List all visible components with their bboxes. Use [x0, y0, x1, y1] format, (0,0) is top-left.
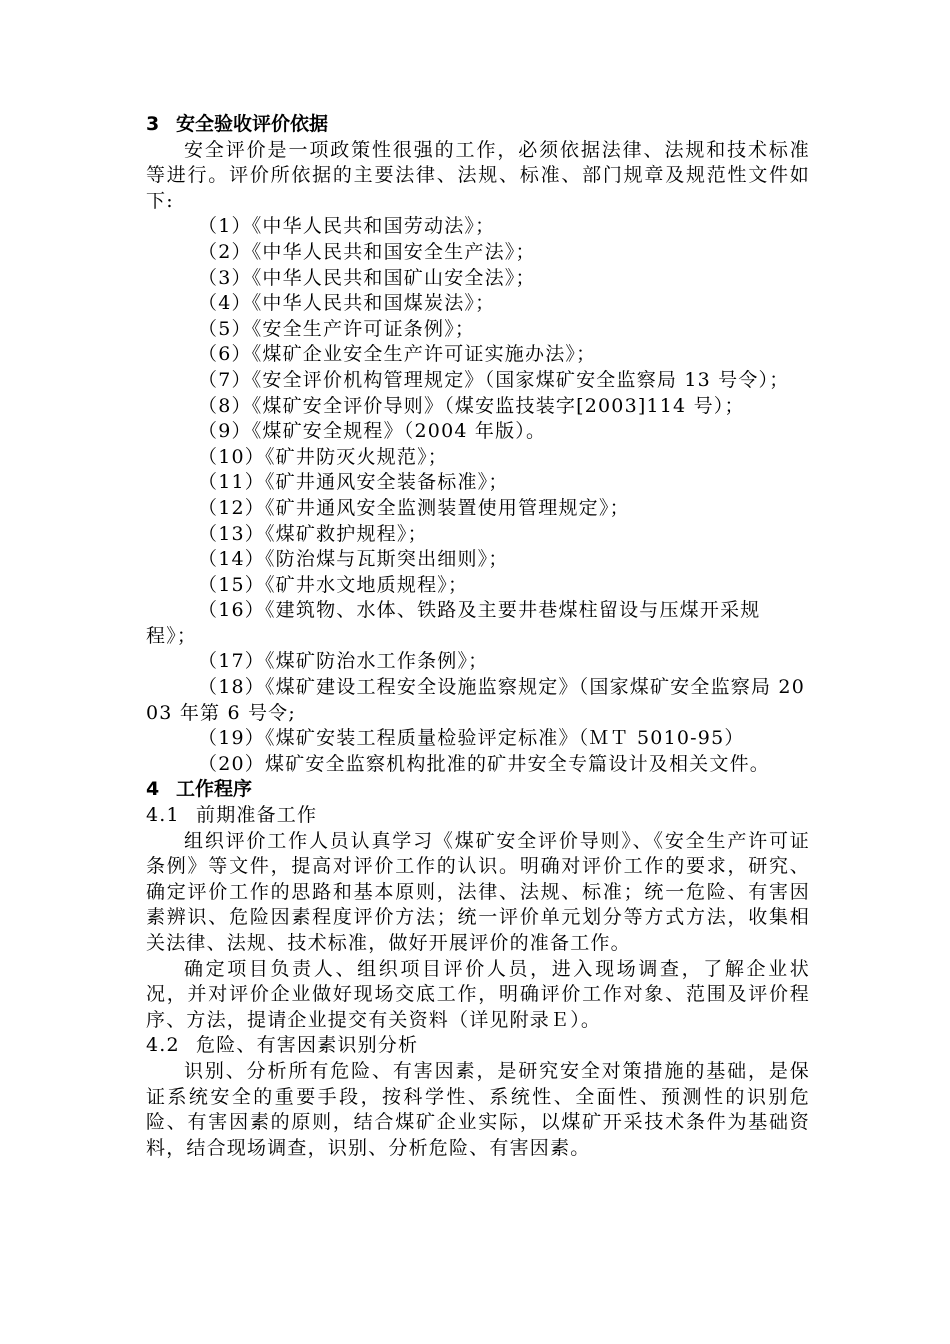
- list-item: （7）《安全评价机构管理规定》（国家煤矿安全监察局 13 号令）；: [198, 368, 790, 391]
- section-3-heading: [146, 112, 810, 138]
- list-item: （12）《矿井通风安全监测装置使用管理规定》；: [198, 496, 630, 519]
- list-item: （4）《中华人民共和国煤炭法》；: [198, 292, 496, 315]
- section-3-number: 3: [146, 113, 160, 135]
- legal-basis-list: [146, 214, 810, 777]
- section-4-heading: [146, 777, 810, 803]
- section-3-intro: 安全评价是一项政策性很强的工作，必须依据法律、法规和技术标准等进行。评价所依据的主要法律、法规、标准、部门规章及规范性文件如下:: [146, 138, 810, 212]
- section-4-number: 4: [146, 778, 160, 801]
- section-4-title: 工作程序: [176, 778, 253, 801]
- paragraph: 组织评价工作人员认真学习《煤矿安全评价导则》、《安全生产许可证条例》等文件，提高对评价工作的认识。明确对评价工作的要求，研究、确定评价工作的思路和基本原则，法律、法规、标准；统一危险、有害因素辨识、危险因素程度评价方法；统一评价单元划分等方式方法，收集相关法律、法规、技术标准，做好开展评价的准备工作。: [146, 829, 810, 954]
- list-item: （11）《矿井通风安全装备标准》；: [198, 471, 509, 494]
- list-item: （20）煤矿安全监察机构批准的矿井安全专篇设计及相关文件。: [198, 752, 770, 775]
- subsection-4-1-heading: [146, 803, 810, 829]
- paragraph: 识别、分析所有危险、有害因素，是研究安全对策措施的基础，是保证系统安全的重要手段，按科学性、系统性、全面性、预测性的识别危险、有害因素的原则，结合煤矿企业实际，以煤矿开采技术条件为基础资料，结合现场调查，识别、分析危险、有害因素。: [146, 1059, 810, 1159]
- list-item: （5）《安全生产许可证条例》；: [198, 317, 476, 340]
- list-item: （17）《煤矿防治水工作条例》；: [198, 650, 489, 673]
- subsection-4-2-number: 4.2: [146, 1034, 180, 1057]
- list-item: （18）《煤矿建设工程安全设施监察规定》（国家煤矿安全监察局 2003 年第 6 号令;: [146, 676, 805, 724]
- subsection-4-1-title: 前期准备工作: [196, 804, 318, 827]
- list-item: （19）《煤矿安装工程质量检验评定标准》（ＭＴ 5010-95）: [198, 727, 745, 750]
- list-item: （14）《防治煤与瓦斯突出细则》；: [198, 548, 509, 571]
- subsection-4-2-heading: [146, 1033, 810, 1059]
- section-3-title: 安全验收评价依据: [176, 113, 329, 135]
- list-item: （9）《煤矿安全规程》（2004 年版）。: [198, 420, 547, 443]
- list-item: （15）《矿井水文地质规程》；: [198, 573, 469, 596]
- list-item: （16）《建筑物、水体、铁路及主要井巷煤柱留设与压煤开采规程》；: [146, 599, 761, 647]
- document-page: [146, 112, 810, 1161]
- list-item: （13）《煤矿救护规程》；: [198, 522, 428, 545]
- subsection-4-2-title: 危险、有害因素识别分析: [196, 1034, 419, 1057]
- list-item: （8）《煤矿安全评价导则》（煤安监技装字[2003]114 号）；: [198, 394, 745, 417]
- list-item: （2）《中华人民共和国安全生产法》；: [198, 240, 536, 263]
- list-item: （6）《煤矿企业安全生产许可证实施办法》；: [198, 343, 597, 366]
- subsection-4-1-number: 4.1: [146, 804, 180, 827]
- paragraph: 确定项目负责人、组织项目评价人员，进入现场调查，了解企业状况，并对评价企业做好现场交底工作，明确评价工作对象、范围及评价程序、方法，提请企业提交有关资料（详见附录Ｅ）。: [146, 957, 810, 1031]
- list-item: （10）《矿井防灭火规范》；: [198, 445, 448, 468]
- list-item: （3）《中华人民共和国矿山安全法》；: [198, 266, 536, 289]
- list-item: （1）《中华人民共和国劳动法》；: [198, 215, 496, 238]
